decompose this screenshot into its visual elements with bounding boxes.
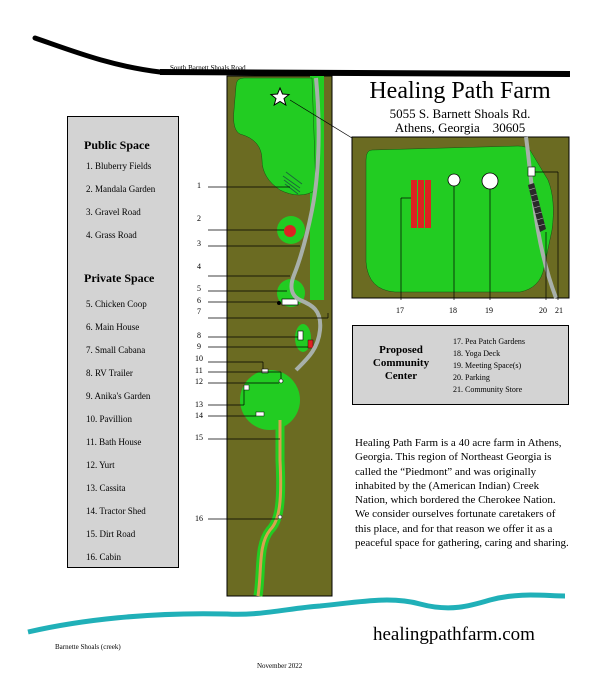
legend-item: 14. Tractor Shed [86,506,146,516]
cc-title-line: Community [372,357,430,369]
yoga-deck [448,174,460,186]
main-road-curve [35,38,160,72]
legend-panel [67,116,179,568]
top-road-label: South Barnett Shoals Road [170,64,246,72]
inset-green-area [366,146,553,292]
legend-item: 3. Gravel Road [86,207,141,217]
map-number: 13 [195,400,203,409]
cc-title-line: Proposed [379,344,423,356]
map-number: 8 [197,331,201,340]
legend-item: 7. Small Cabana [86,345,146,355]
map-number: 11 [195,366,203,375]
legend-item: 13. Cassita [86,483,126,493]
legend-item: 6. Main House [86,322,140,332]
cc-item: 20. Parking [453,373,490,382]
pavillion [262,369,268,373]
map-number: 12 [195,377,203,386]
main-house [282,299,298,305]
website-link[interactable]: healingpathfarm.com [373,624,535,645]
legend-item: 15. Dirt Road [86,529,136,539]
map-number: 14 [195,411,203,420]
cc-item: 21. Community Store [453,385,523,394]
legend-item: 5. Chicken Coop [86,299,147,309]
cabin [278,515,282,519]
legend-item: 12. Yurt [86,460,115,470]
tractor-shed [256,412,264,416]
map-number: 4 [197,262,201,271]
private-space-heading: Private Space [84,271,155,285]
community-center-panel [352,325,569,405]
map-number: 2 [197,214,201,223]
creek-label: Barnette Shoals (creek) [55,643,121,651]
map-number: 16 [195,514,203,523]
map-number: 7 [197,307,201,316]
chicken-coop [277,301,281,305]
inset-number: 17 [396,306,404,315]
cc-item: 17. Pea Patch Gardens [453,337,525,346]
legend-item: 16. Cabin [86,552,121,562]
legend-item: 8. RV Trailer [86,368,133,378]
legend-item: 4. Grass Road [86,230,137,240]
map-number: 3 [197,239,201,248]
map-number: 1 [197,181,201,190]
address-line-1: 5055 S. Barnett Shoals Rd. [389,106,531,121]
yurt [279,379,283,383]
inset-number: 21 [555,306,563,315]
mandala-garden [284,225,296,237]
community-center-title [361,344,441,383]
inset-number: 20 [539,306,547,315]
inset-number: 19 [485,306,493,315]
page-title: Healing Path Farm [369,78,551,104]
cc-title-line: Center [384,370,418,382]
lower-clearing [240,370,300,430]
anikas-garden [308,340,313,348]
inset-number: 18 [449,306,457,315]
legend-item: 11. Bath House [86,437,142,447]
legend-item: 1. Bluberry Fields [86,161,152,171]
map-number: 5 [197,284,201,293]
map-date: November 2022 [257,662,303,670]
cc-item: 19. Meeting Space(s) [453,361,522,370]
legend-item: 2. Mandala Garden [86,184,156,194]
address-line-2: Athens, Georgia 30605 [394,120,526,135]
meeting-space [482,173,498,189]
cassita [244,385,249,390]
pea-patch-gardens [411,180,431,228]
community-store [528,167,535,176]
cc-item: 18. Yoga Deck [453,349,501,358]
rv-trailer [298,331,303,340]
map-number: 9 [197,342,201,351]
map-number: 15 [195,433,203,442]
public-space-heading: Public Space [84,138,150,152]
farm-description: Healing Path Farm is a 40 acre farm in Athens, Georgia. This region of Northeast Georgia is called the “Piedmont” and was originally inhabited by the (American Indian) Creek Nation, which bordered the Cherokee Nation. We consider ourselves fortunate caretakers of this place, and for that reason we offer it as a peaceful space for gathering, caring and sharing. [355,437,569,550]
legend-item: 9. Anika's Garden [86,391,151,401]
map-number: 6 [197,296,201,305]
map-number: 10 [195,354,203,363]
legend-item: 10. Pavillion [86,414,133,424]
main-road [160,72,570,74]
